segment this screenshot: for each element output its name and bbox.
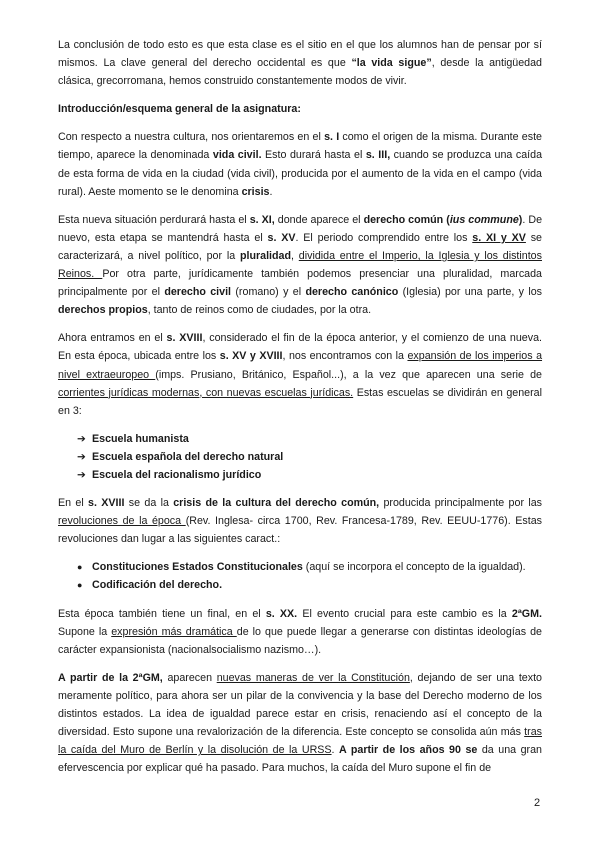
list-item: ● Codificación del derecho. — [58, 576, 542, 594]
arrow-icon: ➔ — [77, 432, 86, 445]
arrow-icon: ➔ — [77, 468, 86, 481]
paragraph-postwar: A partir de la 2ªGM, aparecen nuevas maneras de ver la Constitución, dejando de ser una texto meramente político, para ahora ser un pilar de la convivencia y la base del Derecho moderno de los distintos estados. La idea de igualdad parece estar en crisis, renaciendo así el concepto de la diversidad. Esto supone una revalorización de la diferencia. Este concepto se consolida aún más tras la caída del Muro de Berlín y la disolución de la URSS. A partir de los años 90 se da una gran efervescencia por explicar qué ha pasado. Para muchos, la caída del Muro supone el fin de — [58, 671, 542, 775]
arrow-icon: ➔ — [77, 450, 86, 463]
list-item: ● Constituciones Estados Constitucionales (aquí se incorpora el concepto de la igualdad). — [58, 558, 542, 576]
paragraph-eighteenth-century: Ahora entramos en el s. XVIII, considerado el fin de la época anterior, y el comienzo de una nueva. En esta época, ubicada entre los s. XV y XVIII, nos encontramos con la expansión de los imperios a nivel extraeuropeo (imps. Prusiano, Británico, Español...), a la vez que aparecen una serie de corrientes jurídicas modernas, con nuevas escuelas jurídicas. Estas escuelas se dividirán en general en 3: — [58, 332, 543, 417]
section-heading: Introducción/esquema general de la asignatura: — [58, 103, 301, 116]
paragraph-crisis: En el s. XVIII se da la crisis de la cultura del derecho común, producida principalmente por las revoluciones de la época (Rev. Inglesa- circa 1700, Rev. Francesa-1789, Rev. EEUU-1776). Estas revoluciones dan lugar a las siguientes caract.: — [58, 497, 542, 546]
paragraph-conclusion: La conclusión de todo esto es que esta clase es el sitio en el que los alumnos han de pensar por sí mismos. La clave general del derecho occidental es que “la vida sigue”, desde la antigüedad clásica, grecorromana, hemos construido constantemente modos de vivir. — [58, 39, 542, 88]
bullet-icon: ● — [77, 562, 83, 573]
list-item: ➔ Escuela española del derecho natural — [58, 448, 542, 466]
page-number: 2 — [534, 797, 541, 809]
paragraph-origin: Con respecto a nuestra cultura, nos orientaremos en el s. I como el origen de la misma. Durante este tiempo, aparece la denominada vida civil. Esto durará hasta el s. III, cuando se produzca una caída de esta forma de vida en la ciudad (vida civil), producida por el aumento de la vida en el campo (vida rural). Aeste momento se le denomina crisis. — [58, 131, 543, 198]
characteristics-list — [58, 558, 542, 594]
document-body — [58, 36, 542, 787]
list-item: ➔ Escuela humanista — [58, 430, 542, 448]
schools-list — [58, 430, 542, 484]
list-item: ➔ Escuela del racionalismo jurídico — [58, 466, 542, 484]
paragraph-twentieth-century: Esta época también tiene un final, en el s. XX. El evento crucial para este cambio es la 2ªGM. Supone la expresión más dramática de lo que puede llegar a generarse con distintas ideologías de carácter expansionista (nacionalsocialismo nazismo…). — [58, 607, 542, 656]
paragraph-common-law: Esta nueva situación perdurará hasta el s. XI, donde aparece el derecho común (ius commune). De nuevo, esta etapa se mantendrá hasta el s. XV. El periodo comprendido entre los s. XI y XV se caracterizará, a nivel político, por la pluralidad, dividida entre el Imperio, la Iglesia y los distintos Reinos. Por otra parte, jurídicamente también podemos presenciar una pluralidad, marcada principalmente por el derecho civil (romano) y el derecho canónico (Iglesia) por una parte, y los derechos propios, tanto de reinos como de ciudades, por la otra. — [58, 213, 543, 317]
bullet-icon: ● — [77, 580, 83, 591]
